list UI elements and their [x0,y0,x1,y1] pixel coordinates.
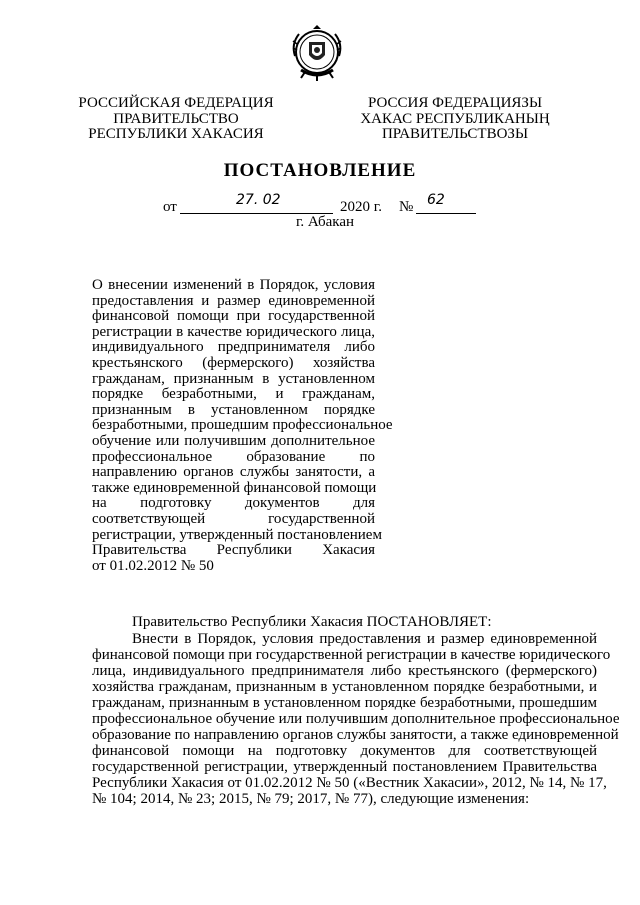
subject-line: индивидуального предпринимателя либо [92,339,375,356]
subject-line: регистрации в качестве юридического лица, [92,323,375,340]
subject-block [92,277,393,574]
body-line: государственной регистрации, утвержденный постановлением Правительства [92,759,597,775]
header-right-line: ПРАВИТЕЛЬСТВОЗЫ [381,126,529,142]
body-line: Республики Хакасия от 01.02.2012 № 50 («Вестник Хакасии», 2012, № 14, № 17, [92,775,607,791]
resolve-line: Правительство Республики Хакасия ПОСТАНОВЛЯЕТ: [132,614,492,630]
subject-line: направлению органов службы занятости, а [92,464,375,481]
subject-line: на подготовку документов для [92,495,375,512]
header-left-line: РОССИЙСКАЯ ФЕДЕРАЦИЯ [78,95,274,111]
body-line: лица, индивидуального предпринимателя либо крестьянского (фермерского) [92,663,597,679]
body-line: хозяйства гражданам, признанным в установленном порядке безработными, и [92,679,597,695]
subject-line: соответствующей государственной [92,510,375,527]
city-name: г. Абакан [295,214,355,230]
body-paragraph [92,631,620,807]
subject-line: крестьянского (фермерского) хозяйства [92,354,375,371]
date-prefix: от [163,199,177,215]
subject-line: профессиональное образование по [92,448,375,465]
body-line: № 104; 2014, № 23; 2015, № 79; 2017, № 77), следующие изменения: [92,791,530,807]
number-sign: № [399,199,414,215]
body-line: финансовой помощи при государственной регистрации в качестве юридического [92,647,611,663]
body-line: финансовой помощи на подготовку документов для соответствующей [92,743,597,759]
subject-line: признанным в установленном порядке [92,401,375,418]
coat-of-arms-emblem [287,22,347,84]
subject-line: порядке безработными, и гражданам, [92,386,375,403]
body-line: профессиональное обучение или получившим дополнительное профессиональное [92,711,620,727]
handwritten-number: 62 [427,192,445,208]
subject-line: безработными, прошедшим профессиональное [92,417,393,434]
subject-line: регистрации, утвержденный постановлением [92,526,382,543]
resolve-paragraph [92,614,597,630]
subject-line: гражданам, признанным в установленном [92,370,375,387]
header-left-line: РЕСПУБЛИКИ ХАКАСИЯ [88,126,264,142]
subject-line: от 01.02.2012 № 50 [92,557,214,574]
header-left-line: ПРАВИТЕЛЬСТВО [113,110,239,127]
year-text: 2020 г. [340,199,382,215]
body-line: гражданам, признанным в установленном порядке безработными, прошедшим [92,695,597,711]
body-line: образование по направлению органов службы занятости, а также единовременной [92,727,619,743]
header-left-block [76,96,276,143]
subject-line: также единовременной финансовой помощи [92,479,377,496]
handwritten-date: 27. 02 [236,192,281,208]
header-right-line: ХАКАС РЕСПУБЛИКАНЫҢ [360,110,550,127]
subject-line: Правительства Республики Хакасия [92,542,375,559]
subject-line: предоставления и размер единовременной [92,292,375,309]
body-line: Внести в Порядок, условия предоставления и размер единовременной [132,631,597,647]
document-type-title: ПОСТАНОВЛЕНИЕ [223,160,417,181]
subject-line: обучение или получившим дополнительное [92,432,375,449]
header-right-line: РОССИЯ ФЕДЕРАЦИЯЗЫ [367,95,543,111]
subject-line: О внесении изменений в Порядок, условия [92,277,375,293]
header-right-block [360,96,550,143]
subject-line: финансовой помощи при государственной [92,308,375,325]
